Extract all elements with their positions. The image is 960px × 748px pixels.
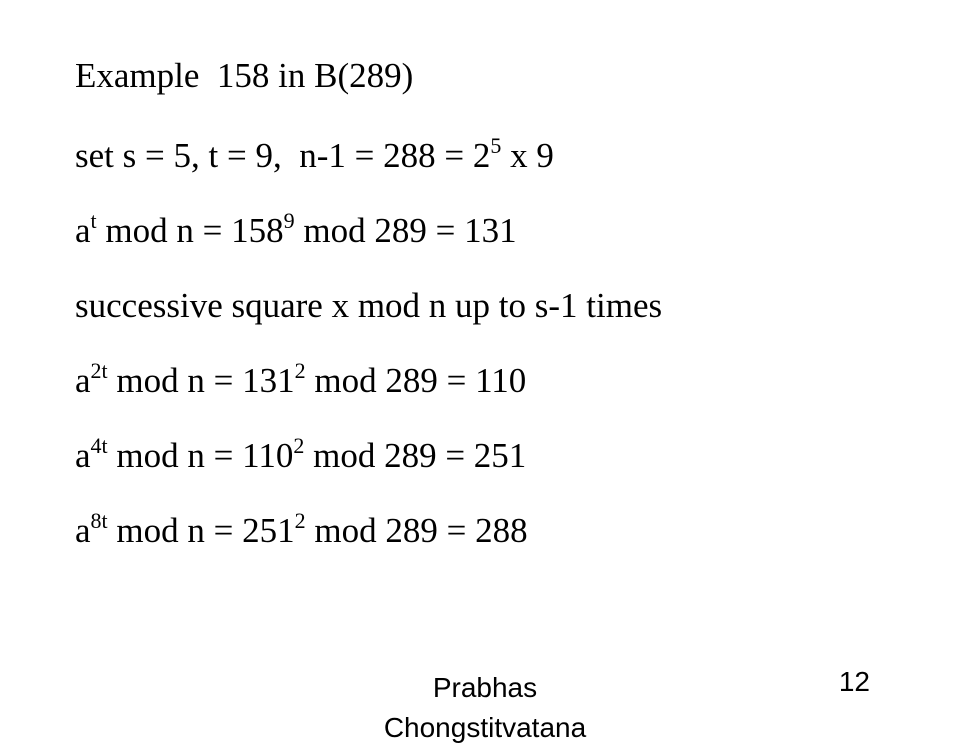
- line-a-t: [75, 208, 517, 250]
- exponent-a: 2t: [90, 358, 108, 383]
- slide-title: Example 158 in B(289): [75, 56, 414, 95]
- exponent-a: 8t: [90, 508, 108, 533]
- base-a: a: [75, 436, 91, 475]
- line-set-params: [75, 133, 554, 175]
- line-a-2t-result: mod 289 = 110: [305, 361, 527, 400]
- line-a-4t-mid: mod n = 110: [107, 436, 294, 475]
- base-a: a: [75, 511, 91, 550]
- exponent-a: t: [90, 208, 97, 233]
- line-a-4t: [75, 433, 527, 475]
- line-a-8t-mid: mod n = 251: [107, 511, 295, 550]
- exponent: 5: [490, 133, 502, 158]
- exponent-a: 4t: [90, 433, 108, 458]
- footer-author: Prabhas Chongstitvatana: [383, 672, 587, 743]
- line-a-8t-result: mod 289 = 288: [305, 511, 528, 550]
- line-a-2t: [75, 358, 527, 400]
- line-a-8t: [75, 508, 528, 550]
- line-set-params-tail: x 9: [501, 136, 554, 175]
- base-a: a: [75, 211, 91, 250]
- exponent: 9: [283, 208, 295, 233]
- exponent: 2: [294, 358, 306, 383]
- line-a-2t-mid: mod n = 131: [107, 361, 295, 400]
- base-a: a: [75, 361, 91, 400]
- exponent: 2: [293, 433, 305, 458]
- line-successive-square: successive square x mod n up to s-1 times: [75, 286, 663, 325]
- line-a-4t-result: mod 289 = 251: [304, 436, 527, 475]
- page-number: 12: [838, 666, 870, 697]
- line-set-params-text: set s = 5, t = 9, n-1 = 288 = 2: [75, 136, 491, 175]
- line-a-t-mid: mod n = 158: [96, 211, 284, 250]
- line-a-t-result: mod 289 = 131: [294, 211, 517, 250]
- exponent: 2: [294, 508, 306, 533]
